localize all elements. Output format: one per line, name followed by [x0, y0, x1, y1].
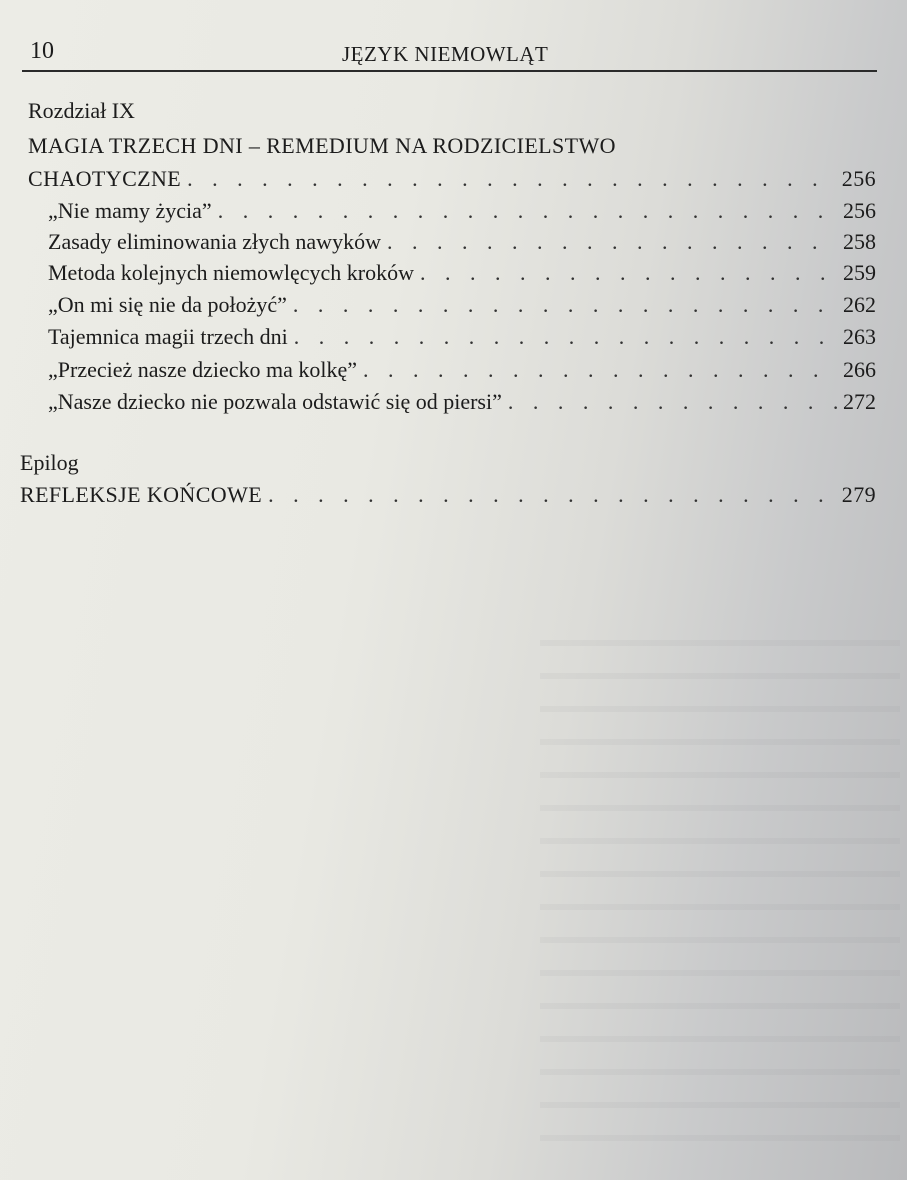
toc-entry-page: 266 [843, 357, 876, 382]
toc-entry [48, 231, 876, 253]
leader-dots [218, 200, 837, 222]
epilog-entry [20, 484, 876, 506]
epilog-title: REFLEKSJE KOŃCOWE [20, 482, 263, 507]
leader-dots [268, 484, 836, 506]
toc-entry [48, 294, 876, 316]
leader-dots [508, 391, 837, 413]
toc-entry-title: „On mi się nie da położyć” [48, 292, 287, 317]
toc-entry-page: 263 [843, 324, 876, 349]
chapter-title-entry [28, 168, 876, 190]
toc-entry-title: „Nie mamy życia” [48, 198, 212, 223]
toc-entry [48, 262, 876, 284]
chapter-title-line-2: CHAOTYCZNE [28, 166, 182, 191]
header-rule [22, 70, 877, 72]
page-number: 10 [30, 38, 54, 64]
toc-entry [48, 391, 876, 413]
toc-entry [48, 359, 876, 381]
leader-dots [187, 168, 836, 190]
toc-entry [48, 200, 876, 222]
show-through-text [540, 620, 900, 1160]
toc-entry-page: 262 [843, 292, 876, 317]
page-header [22, 34, 877, 74]
toc-entry-title: Tajemnica magii trzech dni [48, 324, 288, 349]
toc-entry-title: „Nasze dziecko nie pozwala odstawić się od piersi” [48, 389, 502, 414]
leader-dots [293, 294, 837, 316]
toc-entry-title: Metoda kolejnych niemowlęcych kroków [48, 260, 414, 285]
toc-entry-page: 272 [843, 389, 876, 414]
chapter-label: Rozdział IX [28, 98, 135, 123]
chapter-page-number: 256 [841, 166, 876, 191]
leader-dots [387, 231, 837, 253]
toc-entry-page: 256 [843, 198, 876, 223]
epilog-label: Epilog [20, 450, 79, 475]
toc-entry-page: 258 [843, 229, 876, 254]
running-title: JĘZYK NIEMOWLĄT [342, 42, 549, 66]
leader-dots [363, 359, 837, 381]
toc-entry-title: Zasady eliminowania złych nawyków [48, 229, 381, 254]
chapter-title-line-1: MAGIA TRZECH DNI – REMEDIUM NA RODZICIELSTWO [28, 133, 616, 158]
toc-entry-title: „Przecież nasze dziecko ma kolkę” [48, 357, 358, 382]
toc-entry-page: 259 [843, 260, 876, 285]
leader-dots [420, 262, 837, 284]
toc-entry [48, 326, 876, 348]
leader-dots [294, 326, 837, 348]
epilog-page-number: 279 [841, 482, 876, 507]
